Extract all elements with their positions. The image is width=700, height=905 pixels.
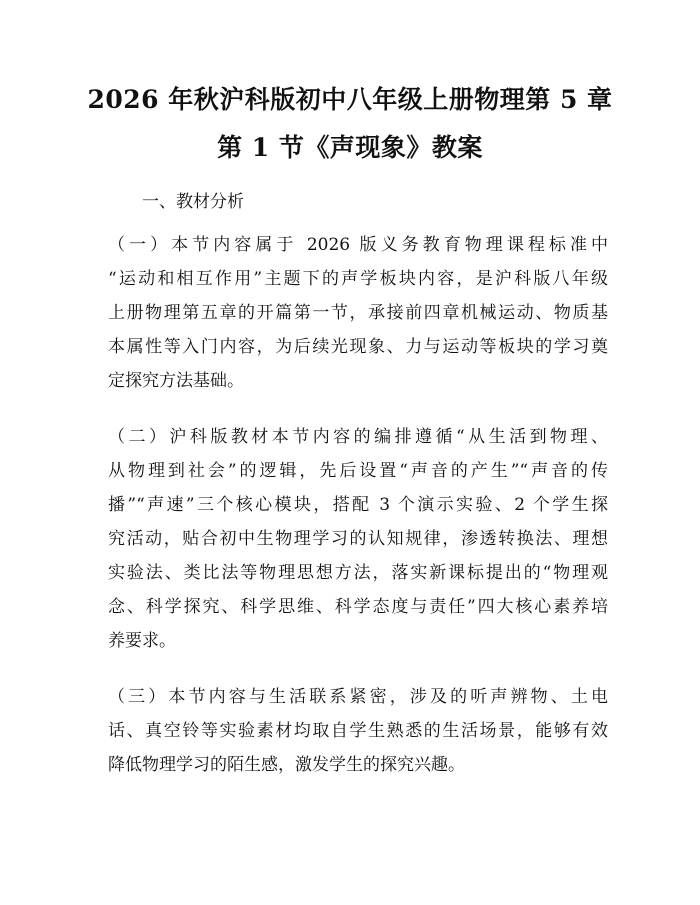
paragraph-1 xyxy=(108,228,608,398)
paragraph-line: 究活动，贴合初中生物理学习的认知规律，渗透转换法、理想 xyxy=(108,529,608,549)
paragraph-3 xyxy=(108,680,608,782)
section-heading: 一、教材分析 xyxy=(142,192,244,212)
document-title-line-1: 2026 年秋沪科版初中八年级上册物理第 5 章 xyxy=(87,85,613,114)
paragraph-line: 话、真空铃等实验素材均取自学生熟悉的生活场景，能够有效 xyxy=(108,721,608,741)
paragraph-line: 养要求。 xyxy=(108,631,176,651)
paragraph-line: 本属性等入门内容，为后续光现象、力与运动等板块的学习奠 xyxy=(108,337,608,357)
paragraph-line: （二）沪科版教材本节内容的编排遵循“从生活到物理、 xyxy=(108,427,608,447)
paragraph-line: 定探究方法基础。 xyxy=(108,371,244,391)
paragraph-line: 降低物理学习的陌生感，激发学生的探究兴趣。 xyxy=(108,755,465,775)
paragraph-line: 实验法、类比法等物理思想方法，落实新课标提出的“物理观 xyxy=(108,563,608,583)
paragraph-line: （三）本节内容与生活联系紧密，涉及的听声辨物、土电 xyxy=(108,687,608,707)
paragraph-line: 从物理到社会”的逻辑，先后设置“声音的产生”“声音的传 xyxy=(108,461,608,481)
paragraph-line: （一）本节内容属于 2026 版义务教育物理课程标准中 xyxy=(108,235,608,255)
paragraph-line: “运动和相互作用”主题下的声学板块内容，是沪科版八年级 xyxy=(108,269,608,289)
paragraph-line: 播”“声速”三个核心模块，搭配 3 个演示实验、2 个学生探 xyxy=(108,495,608,515)
paragraph-line: 念、科学探究、科学思维、科学态度与责任”四大核心素养培 xyxy=(108,597,608,617)
paragraph-line: 上册物理第五章的开篇第一节，承接前四章机械运动、物质基 xyxy=(108,303,608,323)
document-title-line-2: 第 1 节《声现象》教案 xyxy=(217,133,483,162)
paragraph-2 xyxy=(108,420,608,658)
